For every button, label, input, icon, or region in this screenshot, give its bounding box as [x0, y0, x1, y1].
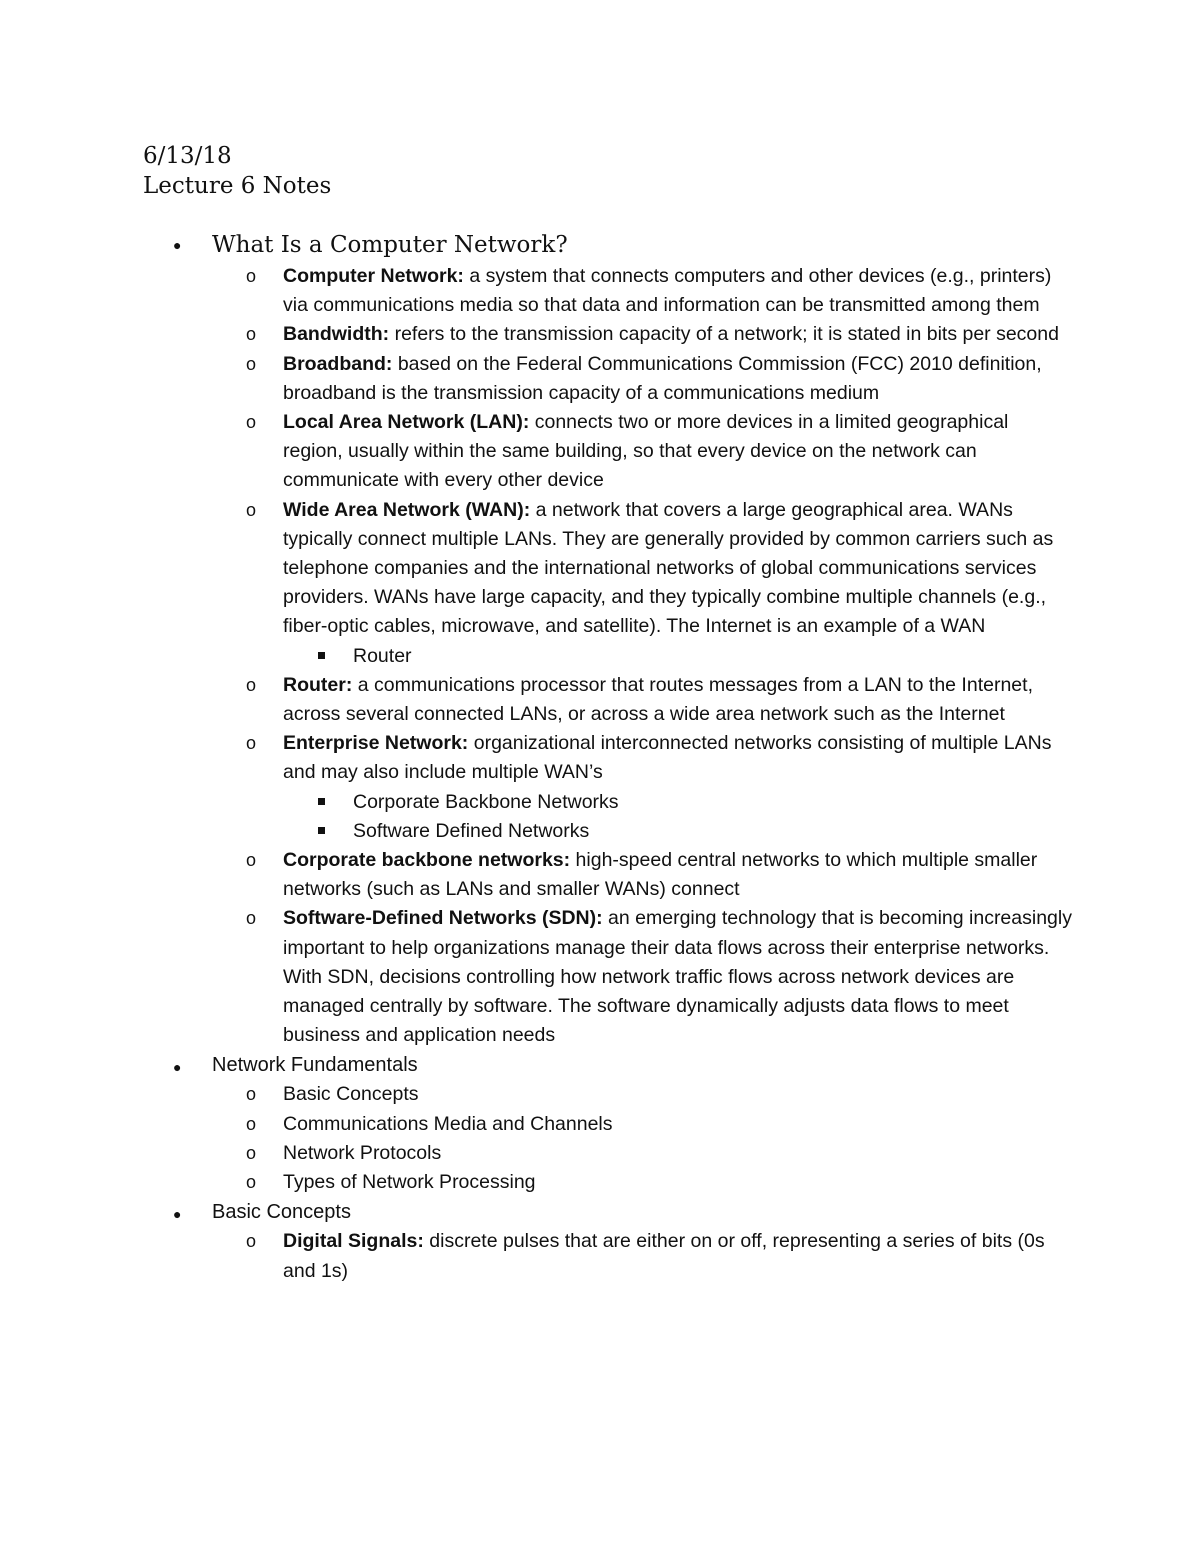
definition: connects two or more devices in a limited geographical region, usually within the same building, so that every device on the network can communicate with every other device	[283, 411, 1009, 492]
term: Wide Area Network (WAN):	[283, 498, 531, 521]
square-bullet-icon	[318, 798, 325, 805]
term: Computer Network:	[283, 265, 464, 287]
document-title: Lecture 6 Notes	[143, 173, 332, 199]
section-title: Network Fundamentals	[212, 1054, 418, 1077]
circle-bullet-icon: o	[246, 733, 257, 754]
section-basic-concepts	[0, 1197, 1200, 1227]
list-item	[0, 1139, 1073, 1168]
definition: a communications processor that routes messages from a LAN to the Internet, across several connected LANs, or across a wide area network such as the Internet	[283, 673, 1033, 726]
term: Corporate backbone networks:	[283, 849, 571, 872]
circle-bullet-icon: o	[246, 908, 257, 929]
term: Router:	[283, 673, 353, 696]
sub-item-text: Corporate Backbone Networks	[353, 790, 619, 813]
circle-bullet-icon: o	[246, 1113, 257, 1134]
term: Local Area Network (LAN):	[283, 411, 530, 434]
sub-list-item	[0, 642, 1200, 671]
circle-bullet-icon: o	[246, 850, 257, 871]
definition: discrete pulses that are either on or off, representing a series of bits (0s and 1s)	[283, 1230, 1045, 1282]
section-title: What Is a Computer Network?	[212, 232, 568, 258]
sub-list-item	[0, 788, 1200, 817]
list-item	[0, 846, 1073, 904]
bullet-icon: ●	[173, 1206, 182, 1223]
list-item	[0, 671, 1073, 729]
notes-outline	[0, 228, 1200, 1286]
list-item	[0, 1227, 1073, 1285]
section-computer-network	[0, 228, 1200, 262]
sub-item-text: Router	[353, 644, 412, 667]
definition: an emerging technology that is becoming increasingly important to help organizations manage their data flows across their enterprise networks. With SDN, decisions controlling how network traffic flows across network devices are managed centrally by software. The software dynamically adjusts data flows to meet business and application needs	[283, 907, 1072, 1047]
list-item	[0, 904, 1073, 1050]
circle-bullet-icon: o	[246, 1084, 257, 1105]
definition: a network that covers a large geographical area. WANs typically connect multiple LANs. They are generally provided by common carriers such as telephone companies and the international networks of global communications services providers. WANs have large capacity, and they typically combine multiple channels (e.g., fiber-optic cables, microwave, and satellite). The Internet is an example of a WAN	[283, 498, 1054, 638]
circle-bullet-icon: o	[246, 266, 257, 286]
list-item	[0, 729, 1073, 787]
list-item	[0, 320, 1073, 349]
circle-bullet-icon: o	[246, 1231, 257, 1252]
square-bullet-icon	[318, 827, 325, 834]
bullet-icon: ●	[173, 237, 182, 253]
list-item	[0, 1080, 1073, 1109]
list-item	[0, 408, 1073, 496]
circle-bullet-icon: o	[246, 412, 257, 433]
square-bullet-icon	[318, 652, 325, 659]
document-header	[143, 141, 331, 201]
list-item-text: Basic Concepts	[283, 1083, 419, 1106]
circle-bullet-icon: o	[246, 499, 257, 520]
list-item	[0, 496, 1073, 642]
list-item	[0, 262, 1073, 320]
section-title: Basic Concepts	[212, 1201, 351, 1224]
section-network-fundamentals	[0, 1050, 1200, 1080]
definition: refers to the transmission capacity of a network; it is stated in bits per second	[389, 323, 1059, 346]
circle-bullet-icon: o	[246, 1172, 257, 1193]
list-item-text: Network Protocols	[283, 1141, 442, 1164]
list-item	[0, 1110, 1073, 1139]
circle-bullet-icon: o	[246, 353, 257, 374]
term: Digital Signals:	[283, 1230, 424, 1253]
definition: based on the Federal Communications Commission (FCC) 2010 definition, broadband is the transmission capacity of a communications medium	[283, 352, 1042, 404]
list-item-text: Types of Network Processing	[283, 1171, 536, 1194]
date-line: 6/13/18	[143, 143, 232, 169]
sub-item-text: Software Defined Networks	[353, 819, 590, 842]
circle-bullet-icon: o	[246, 324, 257, 345]
circle-bullet-icon: o	[246, 1142, 257, 1163]
definition: organizational interconnected networks consisting of multiple LANs and may also include multiple WAN’s	[283, 732, 1052, 784]
term: Bandwidth:	[283, 323, 390, 346]
sub-list-item	[0, 817, 1200, 846]
term: Enterprise Network:	[283, 732, 469, 755]
bullet-icon: ●	[173, 1059, 182, 1076]
list-item	[0, 350, 1073, 408]
circle-bullet-icon: o	[246, 674, 257, 695]
definition: high-speed central networks to which multiple smaller networks (such as LANs and smaller WANs) connect	[283, 849, 1038, 901]
list-item-text: Communications Media and Channels	[283, 1112, 613, 1135]
definition: a system that connects computers and other devices (e.g., printers) via communications media so that data and information can be transmitted among them	[283, 265, 1052, 317]
term: Software-Defined Networks (SDN):	[283, 907, 603, 930]
term: Broadband:	[283, 352, 393, 375]
list-item	[0, 1168, 1073, 1197]
